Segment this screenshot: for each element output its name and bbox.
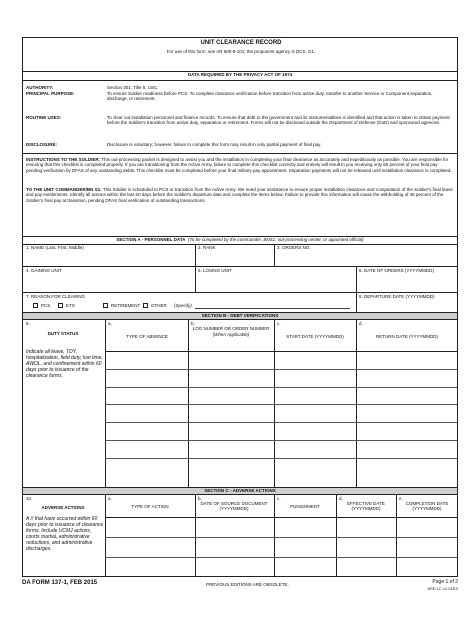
retirement-label: RETIREMENT bbox=[111, 303, 141, 308]
routine-uses-text: To clear out installation personnel and finance records. To ensure that debt to the government and its instrumentalities is identified and that action is taken to obtain payment before the Soldier's transition from active duty, separation or retirement. Forms will not be disclosed outside the Department of Defense (DoD) and sponsored agencies. bbox=[107, 115, 450, 126]
previous-editions-note: PREVIOUS EDITIONS ARE OBSOLETE. bbox=[206, 582, 289, 587]
section-c-num: 10. bbox=[26, 496, 33, 501]
log-number-header: LOG NUMBER OR ORDER NUMBER bbox=[192, 326, 270, 331]
type-of-absence-header: TYPE OF ABSENCE bbox=[126, 334, 168, 339]
section-c-col-e-letter: e. bbox=[399, 496, 403, 501]
form-id: DA FORM 137-1, FEB 2015 bbox=[22, 580, 98, 586]
date-of-source-header: DATE OF SOURCE DOCUMENT (YYYYMMDD) bbox=[200, 501, 268, 512]
other-label: OTHER bbox=[151, 303, 167, 308]
date-of-orders-field[interactable] bbox=[359, 276, 453, 290]
form-subtitle: For use of this form, see AR 600-8-101; the proponent agency is DCS, G1. bbox=[166, 49, 316, 54]
adverse-actions-label: ADVERSE ACTIONS bbox=[41, 505, 85, 510]
routine-uses-label: ROUTINE USES: bbox=[26, 115, 62, 120]
section-a-title: SECTION A - PERSONNEL DATA bbox=[116, 237, 186, 242]
losing-unit-field[interactable] bbox=[198, 276, 348, 290]
gaining-unit-label: 4. GAINING UNIT bbox=[26, 268, 62, 273]
return-date-header: RETURN DATE (YYYYMMDD) bbox=[376, 334, 438, 339]
form-title: UNIT CLEARANCE RECORD bbox=[200, 40, 282, 46]
instructions-commander-text: This Soldier is scheduled to PCS or transition from the Active Army. We need your assistance to ensure proper installation clearance and computation of the Soldier's final leave and pay entitlements. Identify all actions within the last 60 days before the Soldier's departure date and complete the items below. Failure to provide this information will cause the withholding of 45 percent of the Soldier's final pay at transition, pending DFAS final verification of outstanding transactions. bbox=[26, 187, 453, 203]
duty-status-description: Indicate all leave, TDY, hospitalization, field duty, lost time, AWOL, and confinement within 60 days prior to issuance of the clearance forms. bbox=[26, 349, 103, 379]
section-b-col-b-letter: b. bbox=[191, 321, 195, 326]
departure-date-label: 8. DEPARTURE DATE (YYYYMMDD) bbox=[359, 294, 435, 299]
name-label: 1. NAME (Last, First, Middle) bbox=[26, 245, 84, 250]
completion-date-header: COMPLETION DATE (YYYYMMDD) bbox=[405, 501, 449, 512]
pcs-label: PCS bbox=[41, 303, 51, 308]
orders-label: 3. ORDERS NO. bbox=[277, 245, 311, 250]
pcs-checkbox[interactable] bbox=[33, 303, 38, 308]
log-number-subheader: (When Applicable) bbox=[212, 332, 250, 337]
principal-purpose-label: PRINCIPAL PURPOSE: bbox=[26, 91, 75, 96]
debt-verification-rows[interactable] bbox=[106, 352, 457, 487]
section-a-header bbox=[23, 237, 457, 242]
instructions-commander bbox=[26, 187, 454, 203]
section-c-col-a-letter: a. bbox=[108, 496, 112, 501]
adverse-actions-description: A // that have occurred within 60 days prior to issuance of clearance forms. Include UCMJ actions, courts martial, administrative reductions, and administrative discharges. bbox=[26, 516, 104, 552]
losing-unit-label: 5. LOSING UNIT bbox=[198, 268, 232, 273]
orders-field[interactable] bbox=[277, 252, 452, 264]
adverse-action-rows[interactable] bbox=[106, 518, 457, 576]
page-number: Page 1 of 2 bbox=[432, 579, 458, 585]
instructions-commander-label: TO THE UNIT COMMANDER/BN S1: bbox=[26, 187, 102, 192]
version-label: APD LC v1.01ES bbox=[427, 586, 458, 591]
departure-date-field[interactable] bbox=[359, 301, 453, 311]
reason-label: 7. REASON FOR CLEARING bbox=[26, 294, 86, 299]
privacy-header: DATA REQUIRED BY THE PRIVACY ACT OF 1974 bbox=[187, 72, 293, 77]
other-specify-label: (Specify) bbox=[174, 303, 192, 308]
gaining-unit-field[interactable] bbox=[26, 276, 186, 290]
instructions-soldier-label: INSTRUCTIONS TO THE SOLDIER: bbox=[26, 157, 101, 162]
principal-purpose-text: To ensure Soldier readiness before PCS. To complete clearance verification before transition from active duty, transfer to another Service or Component,separation, discharge, or retirement. bbox=[107, 91, 433, 102]
name-field[interactable] bbox=[26, 252, 186, 264]
authority-text: Section 301, Title 5, USC. bbox=[107, 85, 159, 90]
effective-date-header: EFFECTIVE DATE (YYYYMMDD) bbox=[347, 501, 385, 512]
section-c-col-d-letter: d. bbox=[339, 496, 343, 501]
disclosure-text: Disclosure is voluntary; however, failure to complete this form may result in only partial payment of final pay. bbox=[107, 142, 322, 147]
disclosure-label: DISCLOSURE: bbox=[26, 142, 58, 147]
section-b-col-c-letter: c. bbox=[277, 321, 281, 326]
type-of-action-header: TYPE OF ACTION bbox=[131, 504, 169, 509]
other-specify-field[interactable] bbox=[195, 308, 350, 309]
punishment-header: PUNISHMENT bbox=[290, 504, 320, 509]
section-c-title: SECTION C - ADVERSE ACTIONS bbox=[204, 488, 276, 493]
rank-field[interactable] bbox=[198, 252, 270, 264]
section-b-col-d-letter: d. bbox=[359, 321, 363, 326]
instructions-soldier-text: This out-processing packet is designed to assist you and the installation in completing your final clearance as accurately and expeditiously as possible. You are responsible for ensuring that this checklist is completed properly. If you are transitioning from the Active Army, failure to complete this checklist correctly and entirely will result in you receiving only 55 percent of your final pay pending verification by DFAS of any outstanding debts. This checklist must be completed before your final military pay appointment. Separation payments will not be released until installation clearance is completed. bbox=[26, 157, 452, 173]
section-c-col-c-letter: c. bbox=[277, 496, 281, 501]
duty-status-label: DUTY STATUS bbox=[47, 331, 79, 336]
section-a-note: (To be completed by the commander, BNS1, out-processing center, or appointed official) bbox=[188, 237, 364, 242]
section-b-col-a-letter: a. bbox=[108, 321, 112, 326]
date-of-orders-label: 6. DATE OF ORDERS (YYYYMMDD) bbox=[359, 268, 434, 273]
section-b-num: 9. bbox=[26, 321, 30, 326]
ets-label: ETS bbox=[66, 303, 75, 308]
instructions-soldier bbox=[26, 157, 454, 173]
section-b-title: SECTION B - DEBT VERIFICATIONS bbox=[201, 313, 279, 318]
start-date-header: START DATE (YYYYMMDD) bbox=[286, 334, 344, 339]
rank-label: 2. RANK bbox=[198, 245, 216, 250]
other-checkbox[interactable] bbox=[143, 303, 148, 308]
section-c-col-b-letter: b. bbox=[198, 496, 202, 501]
clearance-form bbox=[22, 37, 458, 577]
retirement-checkbox[interactable] bbox=[103, 303, 108, 308]
authority-label: AUTHORITY: bbox=[26, 85, 54, 90]
ets-checkbox[interactable] bbox=[58, 303, 63, 308]
